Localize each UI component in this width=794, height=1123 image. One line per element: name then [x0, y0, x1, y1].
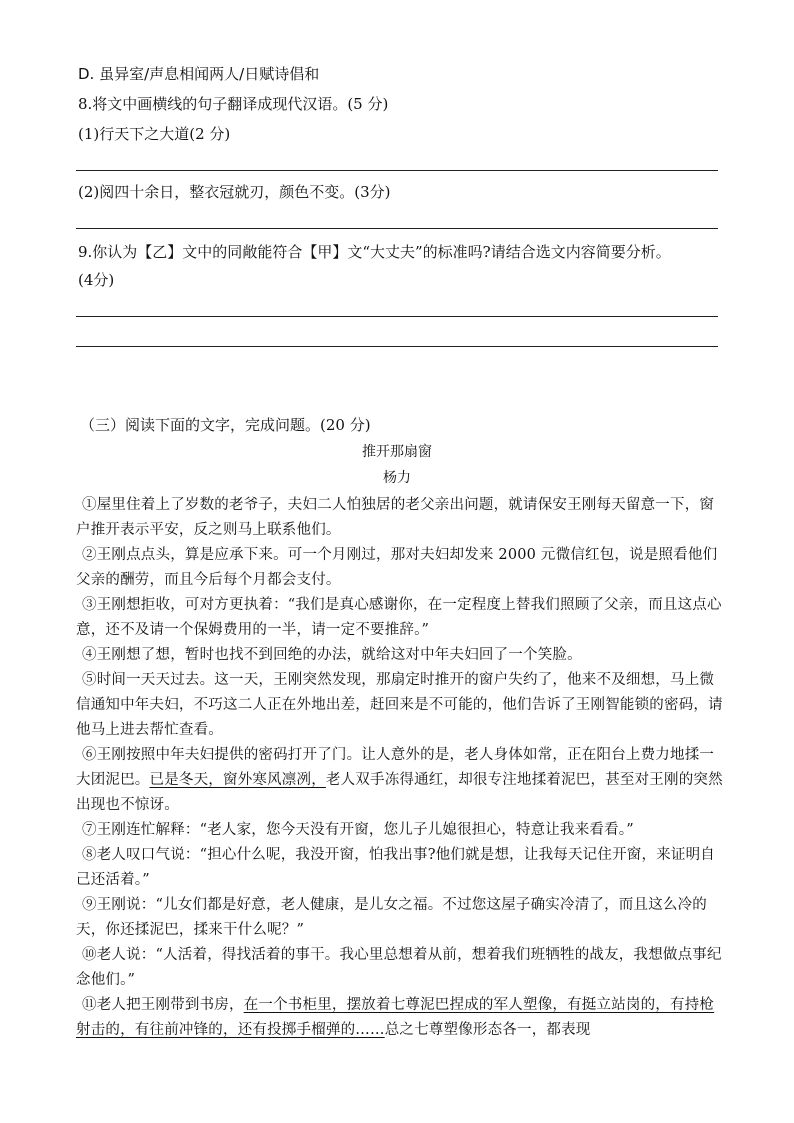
question-8-title: 8.将文中画横线的句子翻译成现代汉语。(5 分) — [78, 95, 389, 113]
underlined-sentence: 已是冬天，窗外寒风凛冽， — [149, 772, 326, 788]
paragraph: ⑪老人把王刚带到书房，在一个书柜里，摆放着七尊泥巴捏成的军人塑像，有挺立站岗的，有持枪射击的，有往前冲锋的，还有投掷手榴弹的……总之七尊塑像形态各一，都表现 — [76, 997, 715, 1038]
story-author: 杨力 — [383, 470, 411, 486]
option-d: D. 虽异室/声息相闻两人/日赋诗倡和 — [78, 65, 320, 83]
answer-line — [76, 170, 718, 171]
question-9-score: (4分) — [78, 271, 115, 289]
question-9-title: 9.你认为【乙】文中的同敞能符合【甲】文“大丈夫”的标准吗?请结合选文内容简要分析。 — [78, 243, 671, 261]
answer-line — [76, 316, 718, 317]
paragraph: ⑩老人说：“人活着，得找活着的事干。我心里总想着从前，想着我们班牺牲的战友，我想做点事纪念他们。” — [76, 947, 722, 988]
answer-line — [76, 228, 718, 229]
question-8-item-1: (1)行天下之大道(2 分) — [78, 125, 231, 143]
paragraph: ④王刚想了想，暂时也找不到回绝的办法，就给这对中年夫妇回了一个笑脸。 — [82, 647, 582, 663]
paragraph: ⑤时间一天天过去。这一天，王刚突然发现，那扇定时推开的窗户失约了，他来不及细想，马上微信通知中年夫妇，不巧这二人正在外地出差，赶回来是不可能的，他们告诉了王刚智能锁的密码，请他马上进去帮忙查看。 — [76, 672, 723, 738]
paragraph: ②王刚点点头，算是应承下来。可一个月刚过，那对夫妇却发来 2000 元微信红包，说是照看他们父亲的酬劳，而且今后每个月都会支付。 — [76, 547, 718, 588]
answer-line — [76, 346, 718, 347]
story-title: 推开那扇窗 — [362, 444, 432, 460]
paragraph: ③王刚想拒收，可对方更执着：“我们是真心感谢你，在一定程度上替我们照顾了父亲，而且这点心意，还不及请一个保姆费用的一半，请一定不要推辞。” — [76, 597, 722, 638]
story-body — [76, 493, 724, 1043]
section-3-title: （三）阅读下面的文字，完成问题。(20 分) — [80, 416, 371, 434]
underlined-sentence: 在一个书柜里，摆放着七尊泥巴捏成的军人塑像，有挺立站岗的，有持枪射击的，有往前冲锋的，还有投掷手榴弹的…… — [76, 997, 715, 1038]
paragraph: ⑥王刚按照中年夫妇提供的密码打开了门。让人意外的是，老人身体如常，正在阳台上费力地揉一大团泥巴。已是冬天，窗外寒风凛冽，老人双手冻得通红，却很专注地揉着泥巴，甚至对王刚的突然出现也不惊讶。 — [76, 747, 723, 813]
paragraph: ⑨王刚说：“儿女们都是好意，老人健康，是儿女之福。不过您这屋子确实冷清了，而且这么冷的天，你还揉泥巴，揉来干什么呢？” — [76, 897, 708, 938]
paragraph: ①屋里住着上了岁数的老爷子，夫妇二人怕独居的老父亲出问题，就请保安王刚每天留意一下，窗户推开表示平安，反之则马上联系他们。 — [76, 497, 715, 538]
paragraph: ⑧老人叹口气说：“担心什么呢，我没开窗，怕我出事?他们就是想，让我每天记住开窗，来证明自己还活着。” — [76, 847, 715, 888]
paragraph: ⑦王刚连忙解释：“老人家，您今天没有开窗，您儿子儿媳很担心，特意让我来看看。” — [82, 822, 634, 838]
question-8-item-2: (2)阅四十余日，整衣冠就刃，颜色不变。(3分) — [78, 183, 391, 201]
